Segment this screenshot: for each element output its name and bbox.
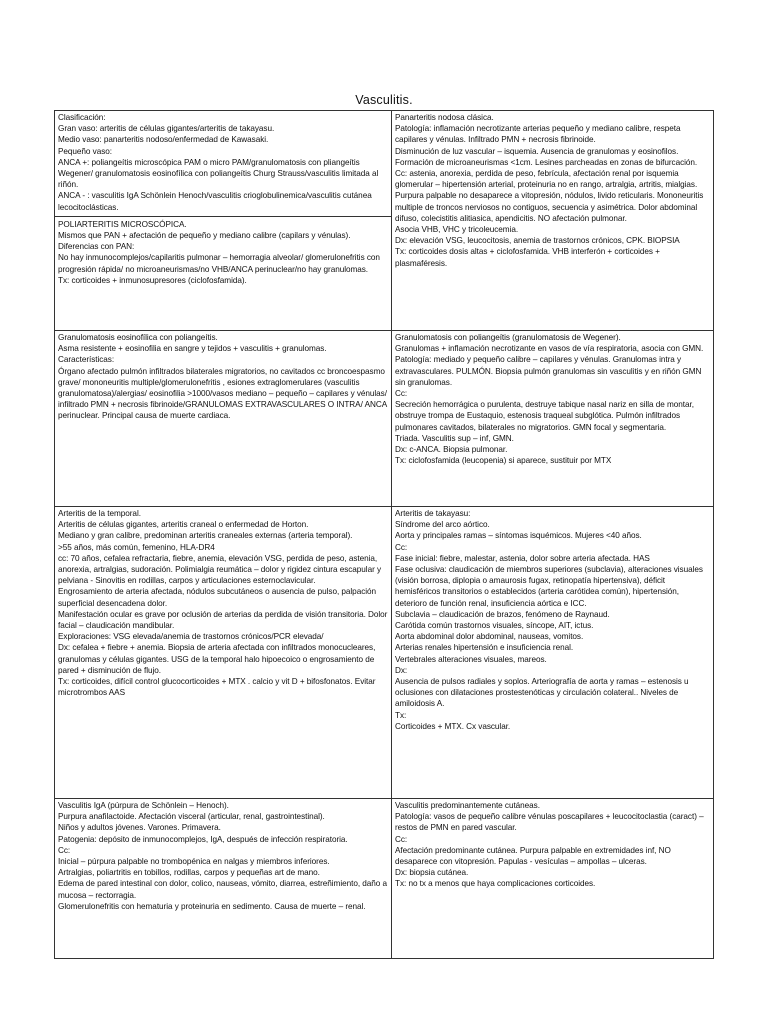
text-line: Glomerulonefritis con hematuria y proteinuria en sedimento. Causa de muerte – renal. (58, 901, 366, 911)
text-line: ANCA - : vasculitis IgA Schönlein Henoch/vasculitis crioglobulinemica/vasculitis cutánea lecocitoclásticas. (58, 191, 372, 212)
table-cell (55, 799, 392, 959)
text-line: Disminución de luz vascular – isquemia. Ausencia de granulomas y eosinofilos. Formación de microaneurismas <1cm. Lesines parcheadas en zonas de bifurcación. (395, 146, 698, 167)
text-line: ANCA +: poliangeítis microscópica PAM o micro PAM/granulomatosis con pliangeítis Wegener/ granulomatosis eosinofílica con poliangeítis Churg Strauss/vasculitis limitada al riñón. (58, 157, 379, 190)
text-line: Corticoides + MTX. Cx vascular. (395, 721, 511, 731)
text-line: Gran vaso: arteritis de células gigantes/arteritis de takayasu. (58, 124, 275, 134)
text-line: Pequeño vaso: (58, 146, 112, 156)
text-line: Dx: biopsia cutánea. (395, 868, 469, 878)
text-line: Tx: no tx a menos que haya complicaciones corticoides. (395, 879, 596, 889)
text-line: Vertebrales alteraciones visuales, mareos. (395, 654, 547, 664)
text-line: Arteritis de la temporal. (58, 509, 141, 518)
text-line: Engrosamiento de arteria afectada, nódulos subcutáneos o ausencia de pulso, palpación superficial desencadena dolor. (58, 587, 377, 608)
text-line: Aorta abdominal dolor abdominal, nauseas, vomitos. (395, 632, 584, 642)
text-line: Arterias renales hipertensión e insuficiencia renal. (395, 643, 574, 653)
text-line: Dx: cefalea + fiebre + anemia. Biopsia de arteria afectada con infiltrados monocucleares, granulomas y células gigantes. USG de la temporal halo hipoecoico o engrosamiento de pared + disminución de flujo. (58, 643, 376, 675)
text-line: Exploraciones: VSG elevada/anemia de trastornos crónicos/PCR elevada/ (58, 632, 324, 642)
text-line: Cc: (395, 389, 408, 399)
text-line: Granulomatosis con poliangeítis (granulomatosis de Wegener). (395, 333, 621, 342)
text-line: Vasculitis IgA (púrpura de Schönlein – Henoch). (58, 801, 229, 810)
text-line: Artralgias, poliartritis en tobillos, rodillas, carpos y pequeñas art de mano. (58, 868, 320, 878)
text-line: Mediano y gran calibre, predominan arteritis craneales externas (arteria temporal). (58, 531, 353, 541)
text-line: Clasificación: (58, 113, 106, 122)
table-cell (392, 111, 714, 331)
text-line: POLIARTERITIS MICROSCÓPICA. (58, 219, 187, 229)
text-line: Subclavia – claudicación de brazos, fenómeno de Raynaud. (395, 609, 610, 619)
table-row (55, 507, 714, 799)
text-line: Dx: c-ANCA. Biopsia pulmonar. (395, 445, 508, 455)
text-line: Granulomas + inflamación necrotizante en vasos de vía respiratoria, asocia con GMN. (395, 344, 704, 354)
table-row (55, 331, 714, 507)
text-line: Patología: vasos de pequeño calibre vénulas poscapilares + leucocitoclastia (caract) – restos de PMN en pared vascular. (395, 812, 704, 833)
text-line: Dx: (395, 665, 408, 675)
text-line: Niños y adultos jóvenes. Varones. Primavera. (58, 823, 221, 833)
text-line: Afectación predominante cutánea. Purpura palpable en extremidades inf, NO desaparece con vitopresión. Papulas - vesículas – ampollas – ulceras. (395, 845, 671, 867)
text-line: Asma resistente + eosinofilia en sangre y tejidos + vasculitis + granulomas. (58, 344, 327, 354)
text-line: Dx: elevación VSG, leucocitosis, anemia de trastornos crónicos, CPK. BIOPSIA (395, 236, 680, 246)
text-line: Manifestación ocular es grave por oclusión de arterias da perdida de visión transitoria. Dolor facial – claudicación mandibular. (58, 609, 388, 631)
text-line: Inicial – púrpura palpable no trombopénica en nalgas y miembros inferiores. (58, 857, 330, 867)
text-line: Arteritis de células gigantes, arteritis craneal o enfermedad de Horton. (58, 520, 309, 530)
text-line: Tx: corticoides dosis altas + ciclofosfamida. VHB interferón + corticoides + plasmaféresis. (395, 247, 660, 268)
table-cell (55, 331, 392, 507)
text-line: Aorta y principales ramas – síntomas isquémicos. Mujeres <40 años. (395, 531, 642, 541)
text-line: Granulomatosis eosinofílica con poliangeítis. (58, 333, 218, 342)
text-line: Arteritis de takayasu: (395, 509, 471, 518)
vasculitis-table (54, 110, 714, 959)
text-line: Patogenia: depósito de inmunocomplejos, IgA, después de infección respiratoria. (58, 834, 348, 844)
text-line: Secreción hemorrágica o purulenta, destruye tabique nasal nariz en silla de montar, obstruye trompa de Eustaquio, estenosis traqueal subglótica. Pulmón infiltrados pulmonares cavitados, bilaterales no migratorios. GMN focal y segmentaria. (395, 400, 694, 432)
text-line: Patología: inflamación necrotizante arterias pequeño y mediano calibre, respeta capilares y vénulas. Infiltrado PMN + necrosis fibrinoide. (395, 124, 681, 145)
text-line: Cc: (395, 542, 408, 552)
table-cell (392, 799, 714, 959)
text-line: Cc: (58, 845, 71, 855)
text-line: Características: (58, 355, 115, 365)
table-row (55, 111, 714, 331)
text-line: >55 años, más común, femenino, HLA-DR4 (58, 542, 215, 552)
text-line: Tx: corticoides, difícil control glucocorticoides + MTX . calcio y vit D + bifosfonatos. Evitar microtrombos AAS (58, 677, 376, 698)
text-line: Ausencia de pulsos radiales y soplos. Arteriografía de aorta y ramas – estenosis u oclusiones con dilataciones prostestenóticas y circulación colateral.. Niveles de amiloidosis A. (395, 677, 689, 709)
table-cell (55, 507, 392, 799)
text-line: Triada. Vasculitis sup – inf, GMN. (395, 433, 514, 443)
text-line: Fase inicial: fiebre, malestar, astenia, dolor sobre arteria afectada. HAS (395, 553, 650, 563)
text-line: cc: 70 años, cefalea refractaria, fiebre, anemia, elevación VSG, perdida de peso, astenia, anorexia, artralgias, sudoración. Polimialgia reumática – dolor y rigidez cintura escapular y pelviana - Sinovitis en rodillas, carpos y articulaciones esternoclavicular. (58, 553, 382, 586)
text-line: Edema de pared intestinal con dolor, colico, nauseas, vómito, diarrea, estreñimiento, daño a mucosa – rectorragia. (58, 879, 388, 900)
text-line: Cc: (395, 834, 408, 844)
table-cell (392, 331, 714, 507)
text-line: No hay inmunocomplejos/capilaritis pulmonar – hemorragia alveolar/ glomerulonefritis con progresión rápida/ no microaneurismas/no VHB/ANCA perinuclear/no hay granulomas. (58, 253, 380, 274)
text-line: Fase oclusiva: claudicación de miembros superiores (subclavia), alteraciones visuales (visión borrosa, diplopia o amaurosis fugax, retinopatía hipertensiva), déficit hemisféricos transitorios o establecidos (arteria carótidea común), hipertensión, deterioro de función renal, insuficiencia aórtica e ICC. (395, 565, 703, 608)
text-line: Panarteritis nodosa clásica. (395, 113, 494, 122)
text-line: Tx: ciclofosfamida (leucopenia) si aparece, sustituir por MTX (395, 456, 612, 466)
text-line: Tx: corticoides + inmunosupresores (ciclofosfamida). (58, 275, 247, 285)
text-line: Purpura anafilactoide. Afectación visceral (articular, renal, gastrointestinal). (58, 812, 325, 822)
document-title: Vasculitis. (355, 93, 413, 107)
table-cell (392, 507, 714, 799)
text-line: Cc: astenia, anorexia, perdida de peso, febrícula, afectación renal por isquemia glomerular – hipertensión arterial, proteinuria no en rango, artralgia, artritis, mialgias. Purpura palpable no desaparece a vitopresión, nódulos, livido reticularis. Mononeuritis multiple de troncos nerviosos no contiguos, secuencia y asimétrica. Dolor abdominal difuso, colecistitis alitiasica, apendicitis. NO afectación pulmonar. (395, 169, 704, 223)
text-line: Síndrome del arco aórtico. (395, 520, 490, 530)
text-line: Patología: mediado y pequeño calibre – capilares y vénulas. Granulomas intra y extravasculares. PULMÓN. Biopsia pulmón granulomas sin vasculitis y en riñón GMN sin granulomas. (395, 355, 702, 387)
text-line: Mismos que PAN + afectación de pequeño y mediano calibre (capilars y vénulas). Diferencias con PAN: (58, 231, 351, 252)
text-line: Vasculitis predominantemente cutáneas. (395, 801, 540, 810)
table-cell (55, 111, 392, 331)
sub-cell (55, 216, 391, 286)
text-line: Tx: (395, 710, 407, 720)
table-row (55, 799, 714, 959)
text-line: Órgano afectado pulmón infiltrados bilaterales migratorios, no cavitados cc broncoespasmo grave/ mononeuritis multiple/glomerulonefritis , esiones extraglomerulares (vasculitis granulomatosa)/alergias/ eosinofilia >1000/vasos mediano – pequeño – capilares y vénulas/ infiltrado PMN + necrosis fibrinoide/GRANULOMAS EXTRAVASCULARES O INTRA/ ANCA perinuclear. Principal causa de muerte cardiaca. (58, 366, 387, 421)
text-line: Carótida común trastornos visuales, síncope, AIT, ictus. (395, 621, 594, 631)
text-line: Medio vaso: panarteritis nodoso/enfermedad de Kawasaki. (58, 135, 269, 145)
text-line: Asocia VHB, VHC y tricoleucemia. (395, 225, 519, 235)
